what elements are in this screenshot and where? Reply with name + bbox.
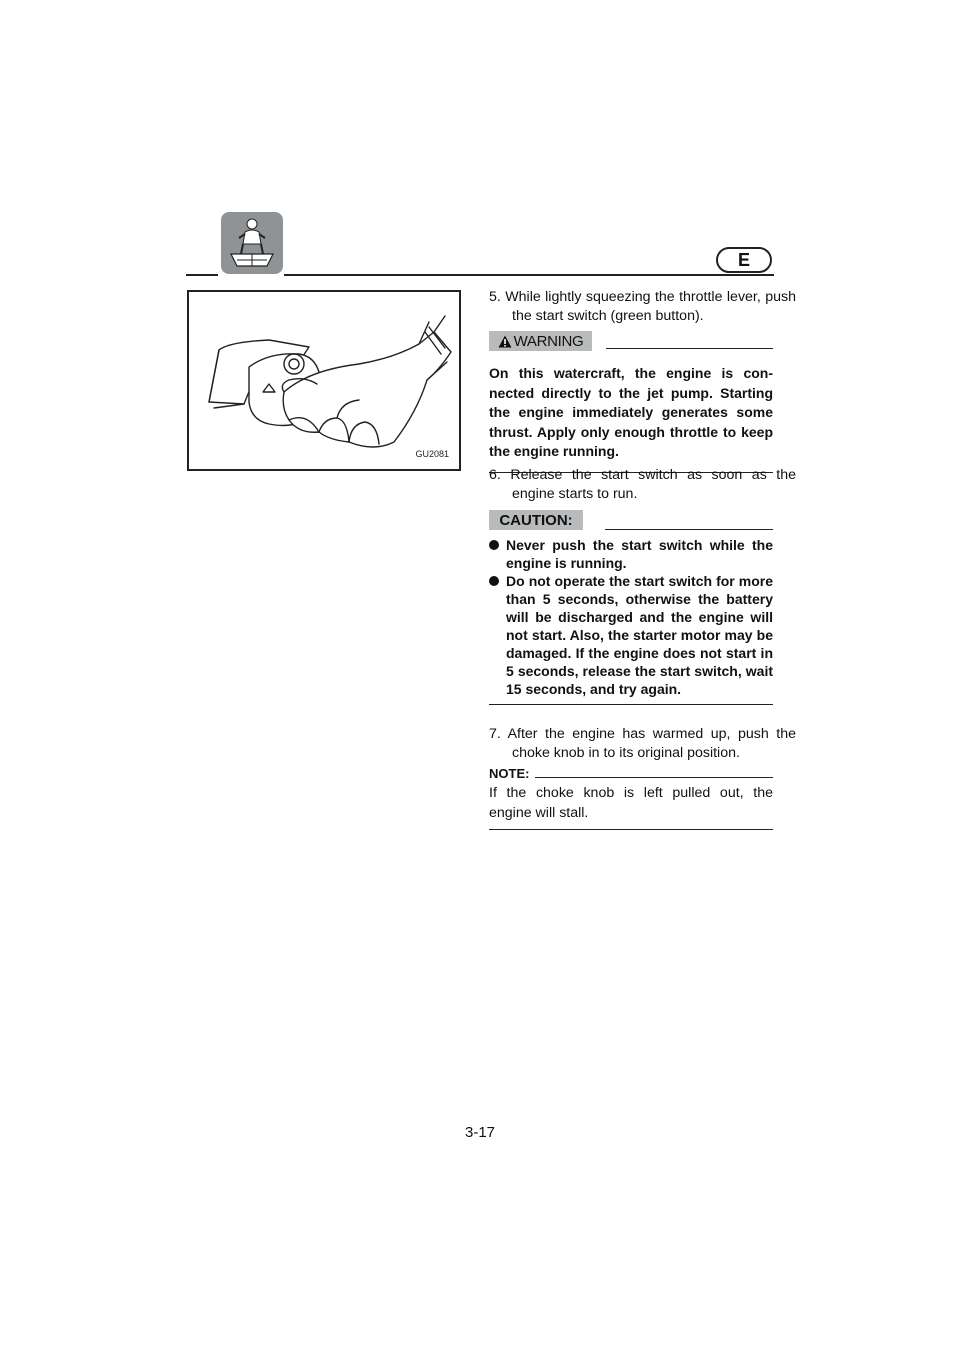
warning-triangle-icon: [498, 335, 512, 348]
note-label: NOTE:: [489, 766, 530, 781]
note-block: [489, 766, 773, 830]
warning-header-rule: [606, 348, 773, 349]
caution-item: Never push the start switch while the engine is running.: [489, 536, 773, 572]
warning-badge: [489, 331, 592, 351]
hand-squeezing-throttle-lever-illustration: [189, 292, 459, 469]
note-text: If the choke knob is left pulled out, the engine will stall.: [489, 785, 773, 821]
page-number: 3-17: [464, 1124, 496, 1141]
caution-footer-rule: [489, 704, 773, 705]
bullet-icon: [489, 576, 499, 586]
language-badge: E: [716, 247, 772, 273]
note-footer-rule: [489, 829, 773, 830]
step-7: 7. After the engine has warmed up, push the choke knob in to its original position.: [489, 726, 796, 761]
bullet-icon: [489, 540, 499, 550]
warning-label: WARNING: [513, 332, 584, 350]
step-5: 5. While lightly squeezing the throttle lever, push the start switch (green button).: [489, 289, 796, 324]
caution-block: [489, 510, 773, 705]
figure-code: GU2081: [415, 449, 449, 459]
warning-block: [489, 331, 773, 473]
caution-badge: CAUTION:: [489, 510, 583, 530]
note-header-rule: [535, 777, 773, 778]
figure-frame: [187, 290, 461, 471]
caution-header-rule: [605, 529, 773, 530]
caution-item: Do not operate the start switch for more than 5 seconds, otherwise the battery will be discharged and the engine will not start. Also, the starter motor may be damaged. If the engine does not start in 5 seconds, release the start switch, wait 15 seconds, and try again.: [489, 572, 773, 698]
caution-list: [489, 536, 773, 698]
watercraft-rider-icon: [221, 212, 283, 274]
warning-text: On this watercraft, the engine is con-nected directly to the jet pump. Starting the engine immediately generates some thrust. Apply only enough throttle to keep the engine running.: [489, 365, 773, 459]
step-6: 6. Release the start switch as soon as the engine starts to run.: [489, 467, 796, 502]
